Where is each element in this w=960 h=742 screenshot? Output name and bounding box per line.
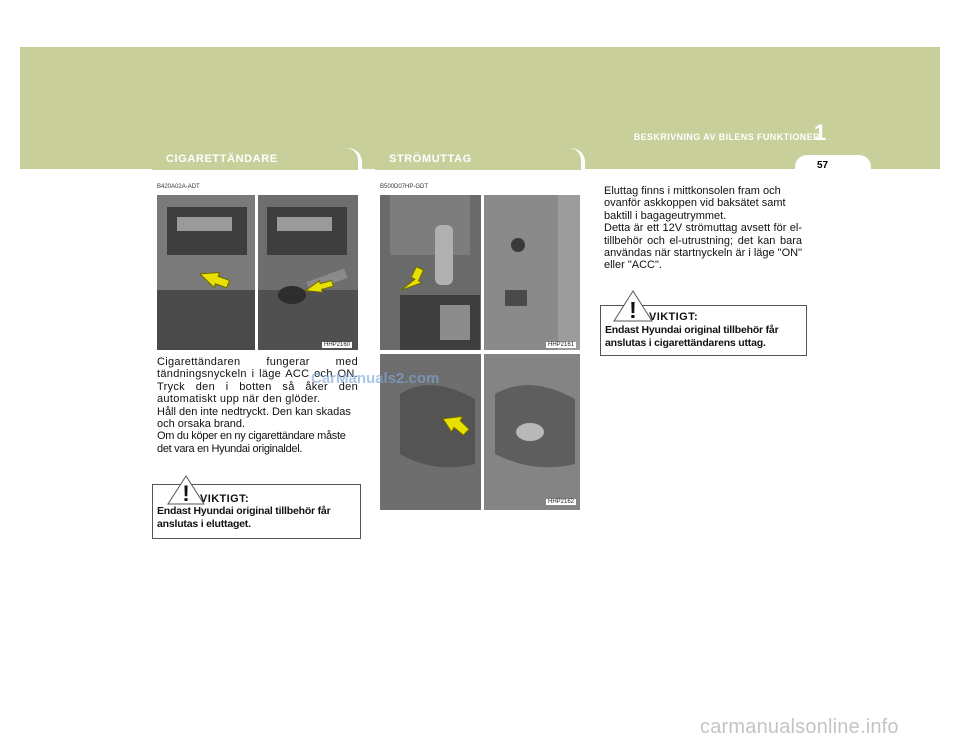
chapter-title: BESKRIVNING AV BILENS FUNKTIONER xyxy=(633,132,820,142)
warning-text: Endast Hyundai original tillbehör får anslutas i eluttaget. xyxy=(157,505,331,530)
photo-id-label: HHP2161 xyxy=(548,342,575,348)
cigarette-lighter-illustration xyxy=(157,195,358,350)
front-outlet-illustration xyxy=(380,195,580,350)
middle-section-code: B500D07HP-GDT xyxy=(380,184,429,190)
photo-id-label: HHP2160 xyxy=(324,342,351,348)
paragraph: Cigarettändaren fungerar med tändningsnyckeln i läge ACC och ON. Tryck den i botten så åker den automatiskt upp när den glöder. xyxy=(157,356,358,406)
front-power-outlet-photo xyxy=(380,195,580,350)
svg-text:!: ! xyxy=(629,297,637,322)
watermark: CarManuals2.com xyxy=(311,370,440,387)
warning-icon xyxy=(613,290,653,322)
middle-section-title: STRÖMUTTAG xyxy=(375,148,581,170)
right-warning-box xyxy=(600,297,807,356)
page-number: 57 xyxy=(816,160,829,171)
paragraph: Håll den inte nedtryckt. Den kan skadas och orsaka brand. xyxy=(157,405,351,431)
warning-title: VIKTIGT: xyxy=(200,493,250,505)
right-body-text xyxy=(604,185,802,272)
warning-text: Endast Hyundai original tillbehör får anslutas i cigarettändarens uttag. xyxy=(605,324,779,349)
svg-text:!: ! xyxy=(182,481,190,505)
warning-title: VIKTIGT: xyxy=(649,311,699,323)
left-section-title: CIGARETTÄNDARE xyxy=(152,148,358,170)
paragraph: Om du köper en ny cigarettändare måste det vara en Hyundai originaldel. xyxy=(157,430,346,455)
photo-id-label: HHP2162 xyxy=(548,499,575,505)
site-footer: carmanualsonline.info xyxy=(700,716,899,738)
paragraph: Eluttag finns i mittkonsolen fram och ovanför askkoppen vid baksätet samt baktill i bagageutrymmet. xyxy=(604,185,786,222)
cigarette-lighter-photo xyxy=(157,195,358,350)
paragraph: Detta är ett 12V strömuttag avsett för el-tillbehör och el-utrustning; det kan bara användas när startnyckeln är i läge "ON" eller "ACC". xyxy=(604,222,802,272)
chapter-number: 1 xyxy=(814,120,827,145)
left-section-code: B420A02A-ADT xyxy=(157,184,200,190)
left-warning-box xyxy=(152,481,361,539)
